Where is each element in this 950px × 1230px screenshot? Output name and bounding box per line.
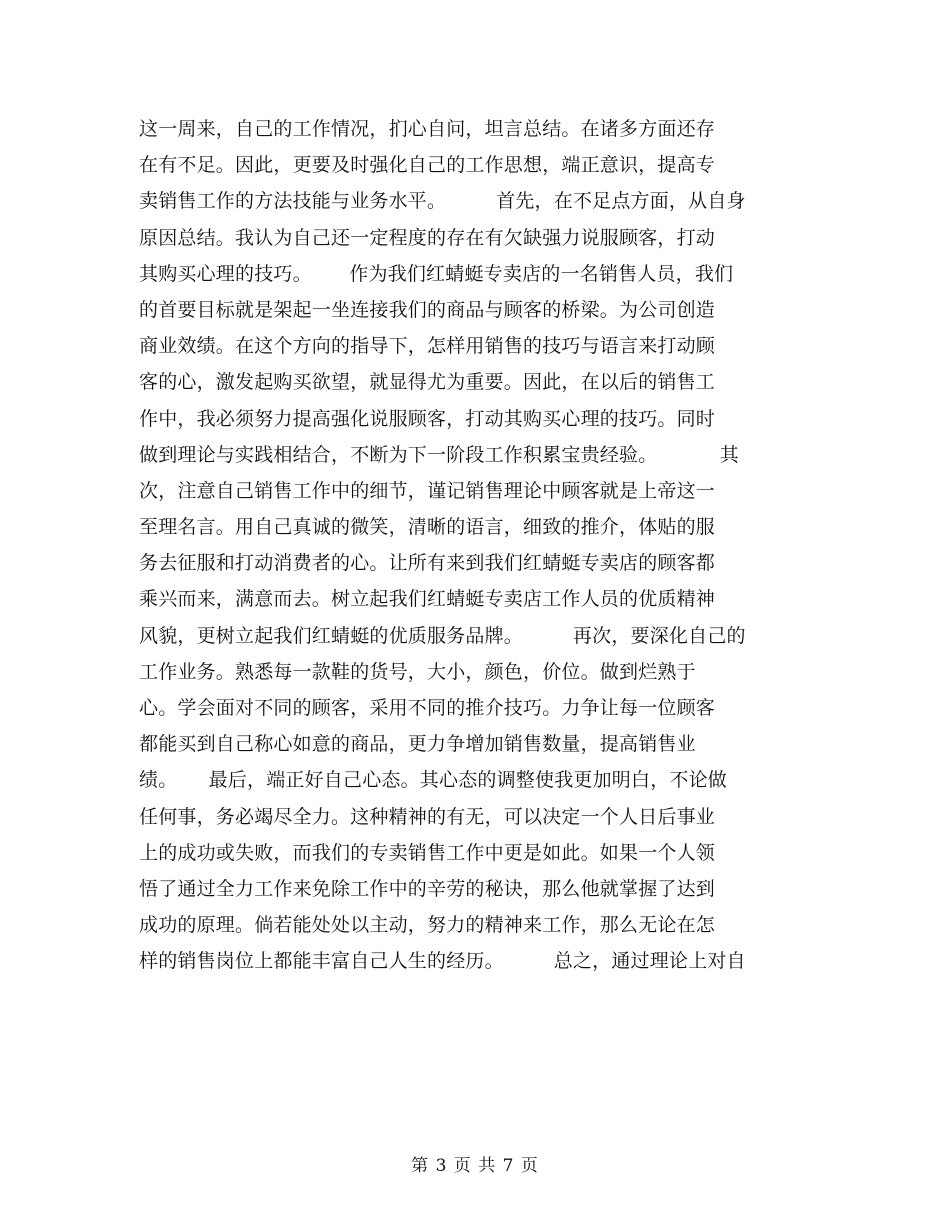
text-line: 卖销售工作的方法技能与业务水平。 首先，在不足点方面，从自身 xyxy=(139,190,746,213)
text-line: 任何事，务必竭尽全力。这种精神的有无，可以决定一个人日后事业 xyxy=(139,805,716,828)
text-line: 在有不足。因此，更要及时强化自己的工作思想，端正意识，提高专 xyxy=(139,154,716,177)
text-line: 客的心，激发起购买欲望，就显得尤为重要。因此，在以后的销售工 xyxy=(139,371,716,394)
text-line: 绩。 最后，端正好自己心态。其心态的调整使我更加明白，不论做 xyxy=(139,769,727,792)
text-line: 其购买心理的技巧。 作为我们红蜻蜓专卖店的一名销售人员，我们 xyxy=(139,262,734,285)
text-line: 悟了通过全力工作来免除工作中的辛劳的秘诀，那么他就掌握了达到 xyxy=(139,877,716,900)
text-line: 风貌，更树立起我们红蜻蜓的优质服务品牌。 再次，要深化自己的 xyxy=(139,624,746,647)
text-line: 至理名言。用自己真诚的微笑，清晰的语言，细致的推介，体贴的服 xyxy=(139,516,716,539)
text-line: 次，注意自己销售工作中的细节，谨记销售理论中顾客就是上帝这一 xyxy=(139,479,716,502)
text-line: 都能买到自己称心如意的商品，更力争增加销售数量，提高销售业 xyxy=(139,733,696,756)
text-line: 成功的原理。倘若能处处以主动，努力的精神来工作，那么无论在怎 xyxy=(139,914,716,937)
page-number-footer: 第 3 页 共 7 页 xyxy=(411,1156,539,1176)
text-line: 工作业务。熟悉每一款鞋的货号，大小，颜色，价位。做到烂熟于 xyxy=(139,660,696,683)
text-line: 务去征服和打动消费者的心。让所有来到我们红蜻蜓专卖店的顾客都 xyxy=(139,552,716,575)
text-line: 作中，我必须努力提高强化说服顾客，打动其购买心理的技巧。同时 xyxy=(139,407,716,430)
text-line: 这一周来，自己的工作情况，扪心自问，坦言总结。在诸多方面还存 xyxy=(139,118,716,140)
text-line: 商业效绩。在这个方向的指导下，怎样用销售的技巧与语言来打动顾 xyxy=(139,335,716,358)
text-line: 心。学会面对不同的顾客，采用不同的推介技巧。力争让每一位顾客 xyxy=(139,697,716,719)
text-line: 的首要目标就是架起一坐连接我们的商品与顾客的桥梁。为公司创造 xyxy=(139,298,716,321)
text-line: 原因总结。我认为自己还一定程度的存在有欠缺强力说服顾客，打动 xyxy=(139,226,716,249)
text-line: 乘兴而来，满意而去。树立起我们红蜻蜓专卖店工作人员的优质精神 xyxy=(139,588,716,611)
text-line: 上的成功或失败，而我们的专卖销售工作中更是如此。如果一个人领 xyxy=(139,841,716,864)
text-line: 做到理论与实践相结合，不断为下一阶段工作积累宝贵经验。 其 xyxy=(139,443,739,466)
text-line: 样的销售岗位上都能丰富自己人生的经历。 总之，通过理论上对自 xyxy=(139,950,746,973)
body-text xyxy=(139,111,799,980)
